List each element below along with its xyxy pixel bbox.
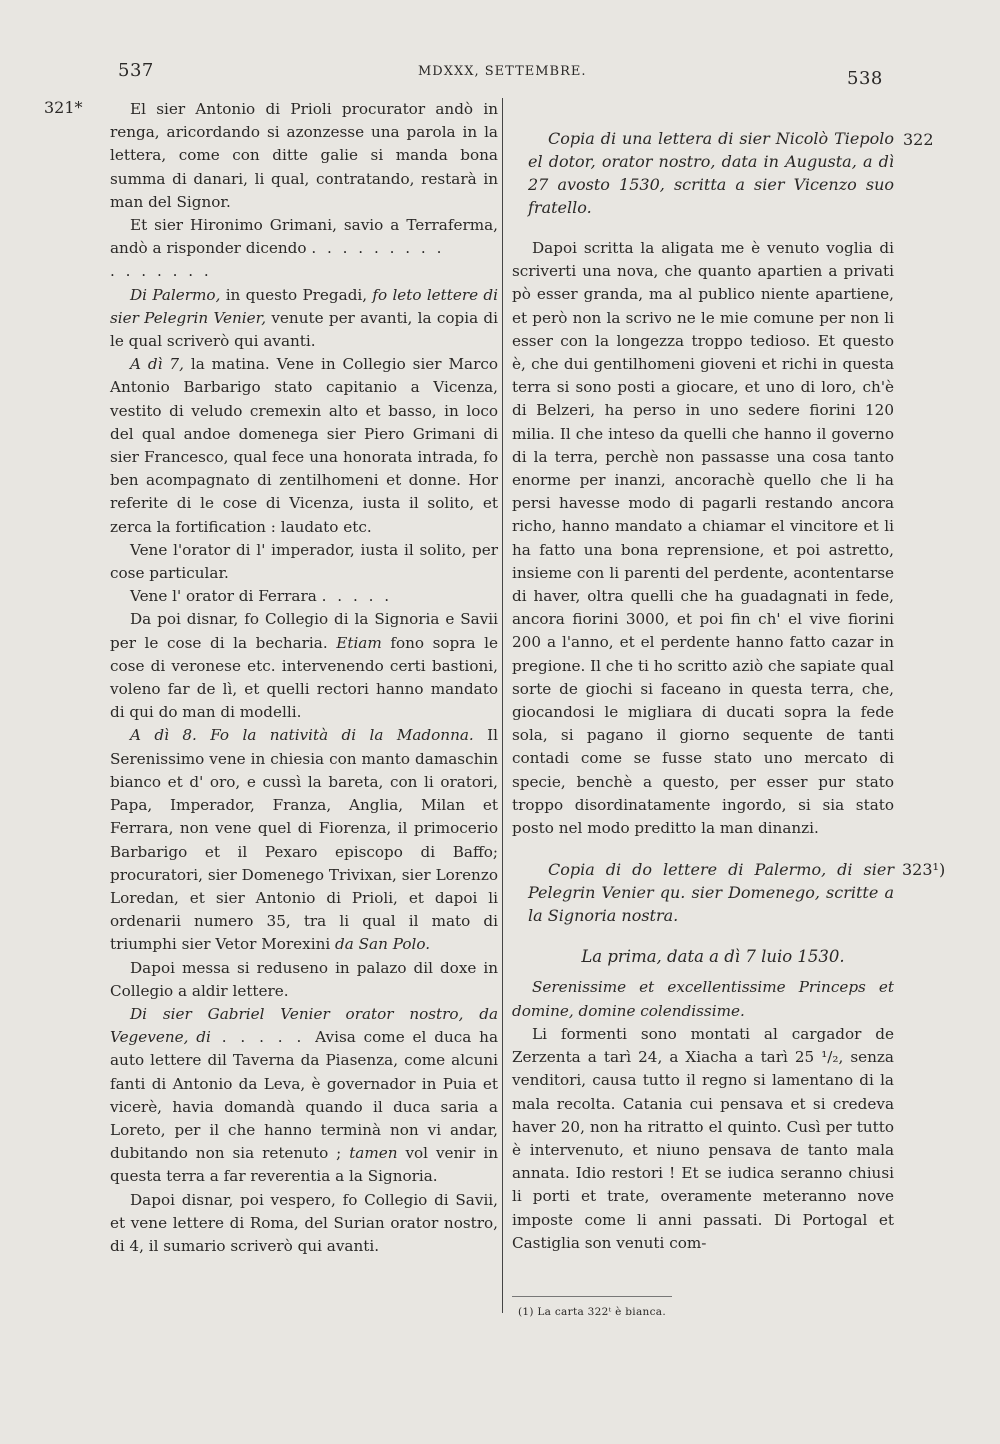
paragraph: Dapoi scritta la aligata me è venuto voglia di scriverti una nova, che quanto apartien a privati pò esser granda, ma al publico niente apartiene, et però non la scrivo ne le mie comune per non li esser con la longezza troppo tedioso. Et questo è, che dui gentilhomeni gioveni et richi in questa terra si sono posti a giocare, et uno di loro, ch'è di Belzeri, ha perso in uno sedere fiorini 120 milia. Il che inteso da quelli che hanno il governo di la terra, perchè non passasse una cosa tanto enorme per inanzi, ancorachè quello che li ha persi havesse modo di pagarli restando ancora richo, hanno mandato a chiamar el vincitore et li ha fatto una bona reprensione, et poi astretto, insieme con li parenti del perdente, acontentarse di haver, oltra quelli che ha guadagnati in fede, ancora fiorini 3000, et poi fin ch' el vive fiorini 200 a l'anno, et el perdente hanno fatto cazar in pregione. Il che ti ho scritto aziò che sapiate qual sorte de giochi si faceano in questa terra, che, giocandosi le migliara di ducati sopra la fede sola, si pagano il giorno sequente de tanti contadi come se fusse stato uno mercato di specie, benchè a questo, per esser pur stato troppo disordinatamente ingordo, si sia stato posto nel modo preditto la man dinanzi. [512, 239, 894, 838]
ellipsis-dots: . . . . . . . [110, 262, 212, 281]
paragraph [110, 214, 498, 260]
italic-text: A dì 7, [130, 355, 184, 374]
paragraph: Li formenti sono montati al cargador de Zerzenta a tarì 24, a Xiacha a tarì 25 ¹/₂, senza venditori, causa tutto il regno si lamentano di la mala recolta. Catania cui pensava et si credeva haver 20, non ha ritratto el quinto. Cusì per tutto è intervenuto, et niuno pensava de tanto mala annata. Idio restori ! Et se iudica seranno chiusi li porti et trate, overamente meteranno nove imposte come li anni passati. Di Portogal et Castiglia son venuti com- [512, 1024, 894, 1252]
footnote: (1) La carta 322ᵗ è bianca. [518, 1306, 666, 1318]
paragraph-text: vol venir in questa terra a far reverentia a la Signoria. [110, 1144, 498, 1186]
margin-note-322: 322 [903, 130, 934, 149]
paragraph-text: Vene l'orator di l' imperador, iusta il solito, per cose particular. [110, 540, 498, 583]
left-page-number: 537 [118, 60, 154, 81]
paragraph [110, 608, 498, 724]
paragraph [110, 260, 498, 283]
italic-text: fo leto lettere di sier Pelegrin Venier, [110, 285, 498, 327]
paragraph-text: fono sopra le cose di veronese etc. intervenendo certi bastioni, voleno far de lì, et quelli rectori hanno mandato di qui do man di modelli. [110, 633, 498, 722]
paragraph [110, 353, 498, 539]
italic-text: da San Polo. [335, 935, 431, 954]
paragraph [110, 585, 498, 608]
letter-heading: La prima, data a dì 7 luio 1530. [581, 947, 845, 967]
paragraph-text: la matina. Vene in Collegio sier Marco Antonio Barbarigo stato capitanio a Vicenza, vestito di veludo cremexin alto et basso, in loco del qual andoe domenega sier Piero Grimani di sier Francesco, qual fece una honorata intrada, fo ben acompagnato di zentilhomeni et donne. Hor referite di le cose di Vicenza, iusta il solito, et zerca la fortification : laudato etc. [110, 355, 498, 536]
running-title: MDXXX, SETTEMBRE. [418, 64, 587, 79]
ellipsis-dots: . . . . . . . . . [311, 239, 445, 258]
footnote-rule [512, 1296, 672, 1297]
paragraph-text: Avisa come el duca ha auto lettere dil Taverna da Piasenza, come alcuni fanti di Antonio da Leva, è governador in Puia et vicerè, havia domandà quando il duca saria a Loreto, per il che hanno terminà non vi andar, dubitando non sia retenuto ; [110, 1028, 499, 1163]
ellipsis-dots: . . . . . [210, 1028, 316, 1047]
margin-note-321: 321* [44, 98, 83, 117]
right-page-number: 538 [847, 68, 883, 89]
paragraph [110, 1003, 498, 1189]
column-divider [502, 98, 503, 1313]
italic-text: Di sier Gabriel Venier orator nostro, da Vegevene, di [110, 1004, 498, 1047]
paragraph [110, 957, 498, 1003]
paragraph-text: Vene l' orator di Ferrara [130, 587, 317, 606]
ellipsis-dots: . . . . . [321, 587, 393, 606]
italic-text: Di Palermo, [130, 285, 221, 304]
paragraph [110, 1189, 498, 1259]
paragraph-text: Il Serenissimo vene in chiesia con manto damaschin bianco et d' oro, e cussì la bareta, con li oratori, Papa, Imperador, Franza, Anglia, Milan et Ferrara, non vene quel di Fiorenza, il primocerio Barbarigo et il Pexaro episcopo di Baffo; procuratori, sier Domenego Trivixan, sier Lorenzo Loredan, et sier Antonio di Prioli, et dapoi li ordenarii numero 35, tra li qual il mato di triumphi sier Vetor Morexini [110, 726, 498, 954]
italic-text: Etiam [336, 633, 382, 652]
paragraph-text: El sier Antonio di Prioli procurator andò in renga, aricordando si azonzesse una parola in la lettera, come con ditte galie si manda bona summa di danari, li qual, contratando, restarà in man del Signor. [110, 100, 498, 211]
paragraph [110, 284, 498, 354]
paragraph [110, 724, 498, 956]
italic-text: tamen [349, 1144, 398, 1163]
paragraph-text: Et sier Hironimo Grimani, savio a Terraferma, andò a risponder dicendo [110, 216, 498, 258]
left-column [110, 98, 498, 1258]
paragraph-text: Da poi disnar, fo Collegio di la Signoria e Savii per le cose di la becharia. [110, 610, 498, 652]
paragraph-text: in questo Pregadi, [220, 285, 373, 304]
italic-text: A dì 8. Fo la natività di la Madonna. [130, 726, 474, 745]
paragraph [110, 539, 498, 585]
paragraph-text: Dapoi messa si reduseno in palazo dil doxe in Collegio a aldir lettere. [110, 958, 498, 1000]
margin-note-323: 323¹) [902, 860, 946, 879]
paragraph [110, 98, 498, 214]
section-heading: Copia di do lettere di Palermo, di sier Pelegrin Venier qu. sier Domenego, scritte a la Signoria nostra. [528, 860, 894, 926]
salutation: Serenissime et excellentissime Princeps et domine, domine colendissime. [512, 978, 894, 1020]
right-column [512, 127, 894, 1255]
section-heading: Copia di una lettera di sier Nicolò Tiepolo el dotor, orator nostro, data in Augusta, a dì 27 avosto 1530, scritta a sier Vicenzo suo fratello. [528, 129, 894, 217]
paragraph-text: Dapoi disnar, poi vespero, fo Collegio di Savii, et vene lettere di Roma, del Surian orator nostro, di 4, il sumario scriverò qui avanti. [110, 1190, 498, 1255]
page-header [0, 56, 1000, 96]
paragraph-text: venute per avanti, la copia di le qual scriverò qui avanti. [110, 308, 498, 351]
